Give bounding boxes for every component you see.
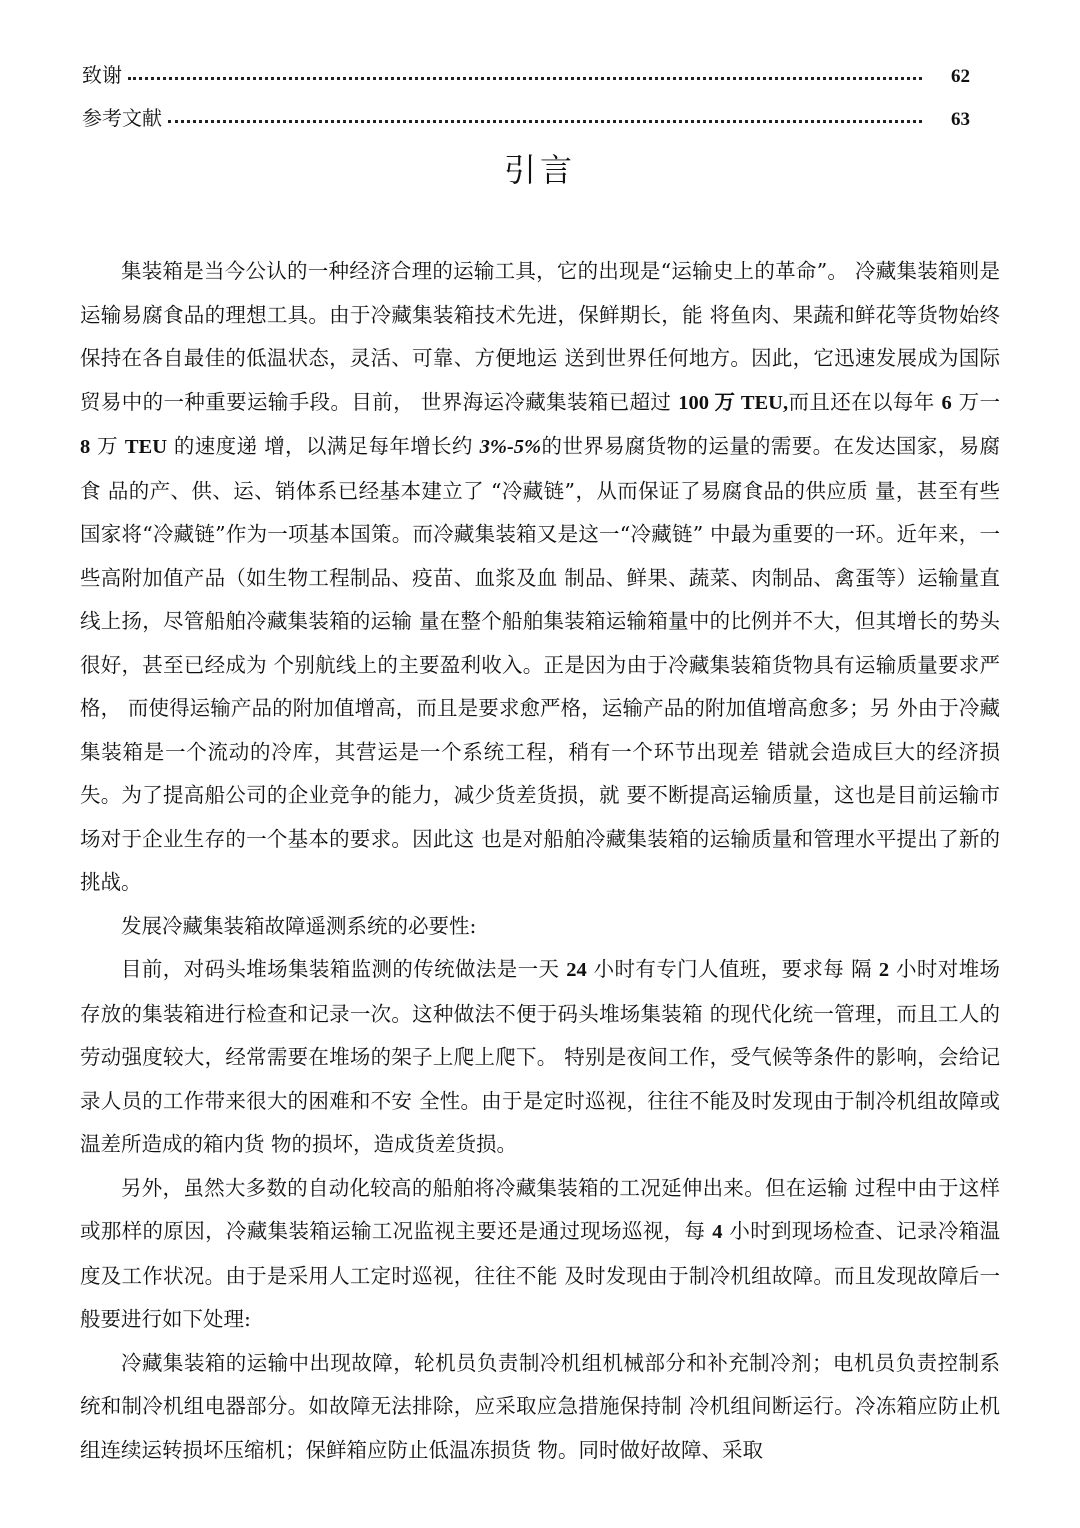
- paragraph-5: 冷藏集装箱的运输中出现故障，轮机员负责制冷机组机械部分和补充制冷剂；电机员负责控制系统和制冷机组电器部分。如故障无法排除，应采取应急措施保持制 冷机组间断运行。冷冻箱应防止机组连续运转损坏压缩机；保鲜箱应防止低温冻损货 物。同时做好故障、采取: [80, 1350, 1000, 1462]
- paragraph-2: 发展冷藏集装箱故障遥测系统的必要性:: [121, 913, 477, 938]
- toc-entry-page: 63: [951, 109, 970, 130]
- section-heading: 引言: [503, 151, 576, 189]
- toc-entry-page: 62: [951, 66, 970, 87]
- toc-entry-title: 致谢: [82, 63, 122, 87]
- paragraph-4: 另外，虽然大多数的自动化较高的船舶将冷藏集装箱的工况延伸出来。但在运输 过程中由于这样或那样的原因，冷藏集装箱运输工况监视主要还是通过现场巡视，每 4 小时到现场检查、记录冷箱温度及工作状况。由于是采用人工定时巡视，往往不能 及时发现由于制冷机组故障。而且发现故障后一般要进行如下处理:: [80, 1175, 1001, 1331]
- toc-leader-dots: [128, 77, 922, 80]
- toc-leader-dots: [168, 120, 922, 123]
- toc-entry-acknowledgements[interactable]: [82, 58, 970, 88]
- paragraph-3: 目前，对码头堆场集装箱监测的传统做法是一天 24 小时有专门人值班，要求每 隔 2 小时对堆场存放的集装箱进行检查和记录一次。这种做法不便于码头堆场集装箱 的现代化统一管理，而且工人的劳动强度较大，经常需要在堆场的架子上爬上爬下。 特别是夜间工作，受气候等条件的影响，会给记录人员的工作带来很大的困难和不安 全性。由于是定时巡视，往往不能及时发现由于制冷机组故障或温差所造成的箱内货 物的损坏，造成货差货损。: [80, 957, 1000, 1156]
- paragraph-1: 集装箱是当今公认的一种经济合理的运输工具，它的出现是“运输史上的革命”。 冷藏集装箱则是运输易腐食品的理想工具。由于冷藏集装箱技术先进，保鲜期长，能 将鱼肉、果蔬和鲜花等货物始终保持在各自最佳的低温状态，灵活、可靠、方便地运 送到世界任何地方。因此，它迅速发展成为国际贸易中的一种重要运输手段。目前， 世界海运冷藏集装箱已超过 100 万 TEU,而且还在以每年 6 万一 8 万 TEU 的速度递 增，以满足每年增长约 3%-5%的世界易腐货物的运量的需要。在发达国家，易腐食 品的产、供、运、销体系已经基本建立了 “冷藏链”，从而保证了易腐食品的供应质 量，甚至有些国家将“冷藏链”作为一项基本国策。而冷藏集装箱又是这一“冷藏链” 中最为重要的一环。近年来，一些高附加值产品（如生物工程制品、疫苗、血浆及血 制品、鲜果、蔬菜、肉制品、禽蛋等）运输量直线上扬，尽管船舶冷藏集装箱的运输 量在整个船舶集装箱运输箱量中的比例并不大，但其增长的势头很好，甚至已经成为 个别航线上的主要盈利收入。正是因为由于冷藏集装箱货物具有运输质量要求严格， 而使得运输产品的附加值增高，而且是要求愈严格，运输产品的附加值增高愈多；另 外由于冷藏集装箱是一个流动的冷库，其营运是一个系统工程，稍有一个环节出现差 错就会造成巨大的经济损失。为了提高船公司的企业竞争的能力，减少货差货损，就 要不断提高运输质量，这也是目前运输市场对于企业生存的一个基本的要求。因此这 也是对船舶冷藏集装箱的运输质量和管理水平提出了新的挑战。: [80, 259, 1000, 894]
- body-text: [80, 250, 1000, 1472]
- toc-entry-title: 参考文献: [82, 106, 162, 130]
- toc-entry-references[interactable]: [82, 101, 970, 131]
